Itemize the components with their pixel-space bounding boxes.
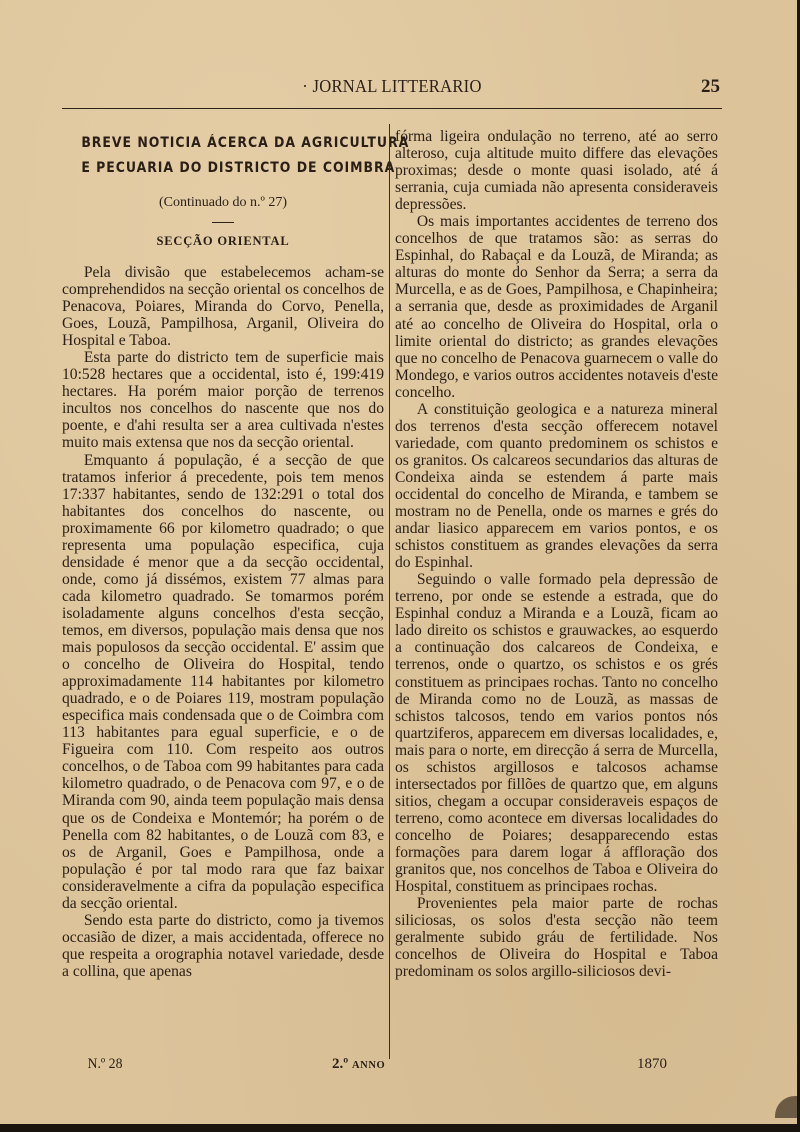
section-heading: SECÇÃO ORIENTAL (156, 234, 290, 248)
paragraph-continued: fórma ligeira ondulação no terreno, até ao serro alteroso, cuja altitude muito differe das elevações proximas; desde o monte quasi isolado, até á serrania, cuja cumiada não apresenta consideraveis depressões. (395, 128, 718, 214)
running-head (62, 74, 722, 102)
paragraph: Sendo esta parte do districto, como ja tivemos occasião de dizer, a mais accidentada, offerece no que respeita a orographia notavel variedade, desde a collina, que apenas (62, 911, 384, 980)
volume-label (332, 1056, 385, 1073)
left-column (62, 128, 410, 980)
page-corner-curl (775, 1096, 797, 1118)
right-column (395, 128, 718, 980)
continuation-note: (Continuado do n.º 27) (159, 195, 287, 210)
paragraph: Seguindo o valle formado pela depressão de terreno, por onde se estende a estrada, que do Espinhal conduz a Miranda e a Louzã, ficam ao lado direito os schistos e grauwackes, ao esquerdo a continuação dos calcareos de Condeixa, e terrenos, onde o quartzo, os schistos e os grés constituem as principaes rochas. Tanto no concelho de Miranda como no de Louzã, as massas de schistos talcosos, tendo em varios pontos nós quartziferos, apparecem em diversas localidades, e, mais para o norte, em direcção á serra de Murcella, os schistos argillosos e talcosos achamse intersectados por fillões de quartzo que, em alguns sitios, chegam a occupar consideraveis espaços de terreno, como acontece em diversas localidades do concelho de Poiares; desapparecendo estas formações para darem logar á affloração dos granitos que, nos concelhos de Taboa e Oliveira do Hospital, constituem as principaes rochas. (395, 571, 718, 896)
page-footer (62, 1056, 722, 1080)
column-divider (389, 124, 390, 1059)
article-title-line-2: E PECUARIA DO DISTRICTO DE COIMBRA (81, 160, 396, 176)
paragraph: Provenientes pela maior parte de rochas siliciosas, os solos d'esta secção não teem geralmente subido gráu de fertilidade. Nos concelhos de Oliveira do Hospital e Taboa predominam os solos argillo-siliciosos devi- (395, 895, 718, 981)
paragraph: Os mais importantes accidentes de terreno dos concelhos de que tratamos são: as serras do Espinhal, do Rabaçal e da Louzã, de Miranda; as alturas do monte do Senhor da Serra; a serra da Murcella, e as de Goes, Pampilhosa, e Chapinheira; a serrania que, desde as proximidades de Arganil até ao concelho de Oliveira do Hospital, orla o limite oriental do districto; as grandes elevações que no concelho de Penacova guarnecem o valle do Mondego, e varios outros accidentes notaveis d'este concelho. (395, 213, 718, 401)
publication-year: 1870 (637, 1056, 667, 1072)
paragraph: Emquanto á população, é a secção de que tratamos inferior á precedente, pois tem menos 17:337 habitantes, sendo de 132:291 o total dos habitantes dos concelhos do nascente, ou proximamente 66 por kilometro quadrado; o que representa uma população especifica, cuja densidade é menor que a da secção occidental, onde, como já dissémos, existem 77 almas para cada kilometro quadrado. Se tomarmos porém isoladamente alguns concelhos d'esta secção, temos, em diversos, população mais densa que nos mais populosos da secção occidental. E' assim que o concelho de Oliveira do Hospital, tendo approximadamente 114 habitantes por kilometro quadrado, e o de Poiares 119, mostram população especifica mais condensada que o de Coimbra com 113 habitantes para egual superficie, e o de Figueira com 110. Com respeito aos outros concelhos, o de Taboa com 99 habitantes para cada kilometro quadrado, o de Penacova com 97, e o de Miranda com 90, ainda teem população mais densa que os de Condeixa e Montemór; ha porém o de Penella com 82 habitantes, o de Louzã com 83, e os de Arganil, Goes e Pampilhosa, onde a população é por tal modo rara que faz baixar consideravelmente a cifra da população especifica da secção oriental. (62, 451, 384, 912)
issue-number: N.º 28 (87, 1056, 123, 1072)
paragraph: A constituição geologica e a natureza mineral dos terrenos d'esta secção offerecem notavel variedade, com quanto predominem os schistos e os granitos. Os calcareos secundarios das alturas de Condeixa ainda se estendem á parte mais occidental do concelho de Miranda, e tambem se mostram no de Penella, onde os marnes e grés do andar liasico apparecem em varios pontos, e os schistos constituem as grandes elevações da serra do Espinhal. (395, 400, 718, 572)
paragraph: Esta parte do districto tem de superficie mais 10:528 hectares que a occidental, isto é, 199:419 hectares. Ha porém maior porção de terrenos incultos nos concelhos do nascente que nos do poente, e d'ahi resulta ser a area cultivada n'estes muito mais extensa que nos da secção oriental. (62, 349, 384, 452)
article-title-line-1: BREVE NOTICIA ÁCERCA DA AGRICULTURA (81, 135, 410, 151)
volume-word: ANNO (351, 1060, 386, 1071)
page-number: 25 (701, 76, 720, 97)
header-rule (62, 108, 722, 109)
paragraph: Pela divisão que estabelecemos acham-se comprehendidos na secção oriental os concelhos de Penacova, Poiares, Miranda do Corvo, Penella, Goes, Louzã, Pampilhosa, Arganil, Oliveira do Hospital e Taboa. (62, 264, 384, 350)
volume-prefix: 2.º (332, 1056, 352, 1072)
journal-title: · JORNAL LITTERARIO (302, 76, 482, 96)
title-divider (212, 222, 234, 223)
